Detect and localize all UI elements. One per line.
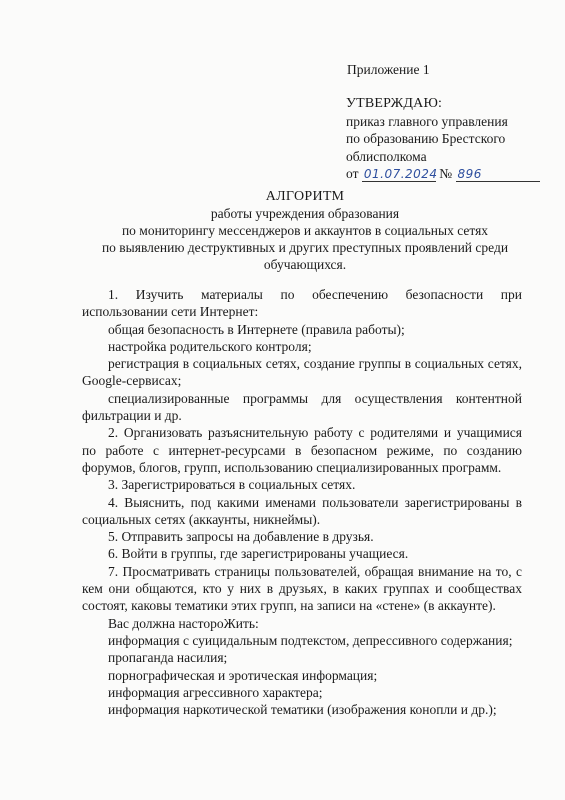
appendix-label: Приложение 1 <box>347 62 430 77</box>
paragraph-item-5: 5. Отправить запросы на добавление в друзья. <box>108 529 374 545</box>
warning-item: информация наркотической тематики (изображения конопли и др.); <box>108 702 497 718</box>
sub-item: специализированные программы для осуществления контентной фильтрации и др. <box>82 390 522 424</box>
warning-item: порнографическая и эротическая информация; <box>108 667 378 683</box>
heading-line: обучающихся. <box>263 257 347 272</box>
order-date-handwritten: 01.07.2024 <box>363 167 438 181</box>
warning-item: пропаганда насилия; <box>108 650 228 666</box>
paragraph-item-1: 1. Изучить материалы по обеспечению безопасности при использовании сети Интернет: <box>82 287 522 320</box>
order-line <box>346 165 556 183</box>
warning-item: информация агрессивного характера; <box>108 684 323 700</box>
paragraph-item-4: 4. Выяснить, под какими именами пользователи зарегистрированы в социальных сетях (аккаунты, никнеймы). <box>82 494 522 527</box>
sub-item: регистрация в социальных сетях, создание группы в социальных сетях, Google-сервисах; <box>82 356 522 389</box>
approval-line: облисполкома <box>346 148 427 164</box>
heading-line: работы учреждения образования <box>210 206 400 221</box>
paragraph-item-3: 3. Зарегистрироваться в социальных сетях. <box>108 477 356 493</box>
document-body <box>82 286 522 718</box>
approval-title: УТВЕРЖДАЮ: <box>346 96 443 111</box>
heading-line: по выявлению деструктивных и других преступных проявлений среди <box>101 240 509 255</box>
heading-line: по мониторингу мессенджеров и аккаунтов в социальных сетях <box>121 223 489 238</box>
paragraph-item-2: 2. Организовать разъяснительную работу с родителями и учащимися по работе с интернет-ресурсами в безопасном режиме, по созданию форумов, блогов, групп, использованию специализированных программ. <box>82 425 522 475</box>
warning-intro: Вас должна настороЖить: <box>108 615 259 631</box>
order-number-field <box>456 167 540 182</box>
order-number-handwritten: 896 <box>457 167 482 181</box>
sub-item: общая безопасность в Интернете (правила работы); <box>108 321 405 337</box>
sub-item: настройка родительского контроля; <box>108 338 312 354</box>
approval-block <box>346 95 556 183</box>
warning-item: информация с суицидальным подтекстом, депрессивного содержания; <box>108 632 513 648</box>
order-number-label: № <box>439 166 453 181</box>
order-date-field <box>362 167 436 182</box>
document-heading <box>80 188 530 273</box>
heading-title: АЛГОРИТМ <box>265 189 345 204</box>
paragraph-item-6: 6. Войти в группы, где зарегистрированы учащиеся. <box>108 546 409 562</box>
approval-line: приказ главного управления <box>346 113 508 129</box>
paragraph-item-7: 7. Просматривать страницы пользователей, обращая внимание на то, с кем они общаются, кто у них в друзьях, в каких группах и сообществах состоят, каковы тематики этих групп, на записи на «стене» (в аккаунте). <box>82 563 522 614</box>
approval-line: по образованию Брестского <box>346 131 506 146</box>
order-from-label: от <box>346 166 359 181</box>
